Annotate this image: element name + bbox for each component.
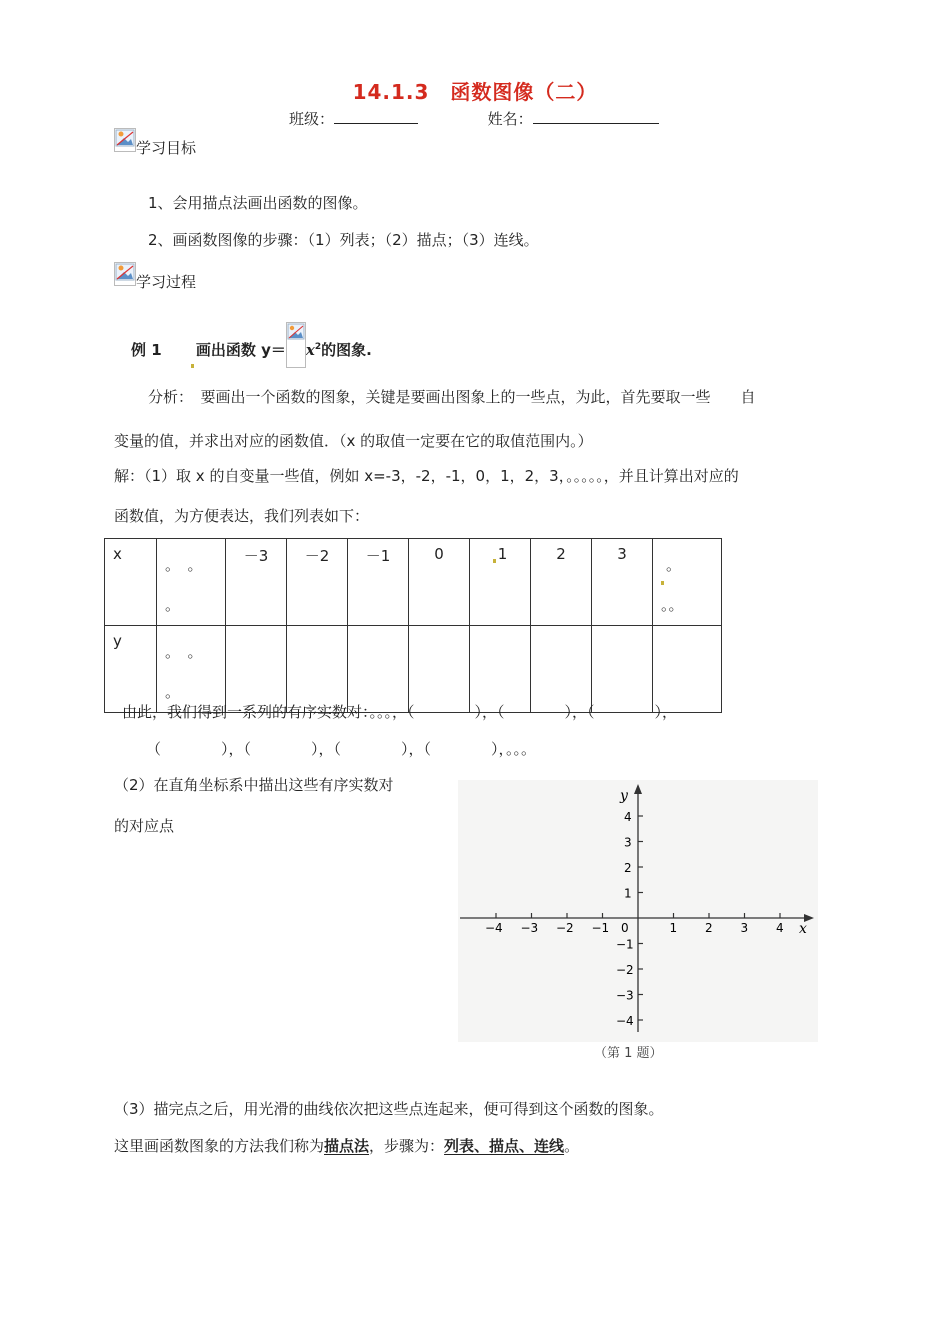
x-tick-label: −3	[520, 921, 539, 935]
x-tick-label: −2	[556, 921, 574, 935]
fraction-image-icon	[286, 322, 306, 368]
goals-heading: 学习目标	[136, 138, 197, 157]
name-blank[interactable]	[533, 109, 659, 124]
value-table	[104, 538, 722, 713]
table-cell-y-empty[interactable]	[653, 626, 722, 713]
pairs-line-2: （ ），（ ），（ ），（ ），。。。	[146, 740, 537, 758]
table-cell-y-dots: 。 。 。	[157, 626, 226, 713]
class-blank[interactable]	[334, 109, 418, 124]
table-cell-y-empty[interactable]	[409, 626, 470, 713]
example-variable: x	[305, 341, 315, 359]
table-cell-y-empty[interactable]	[592, 626, 653, 713]
step3-mid: ，步骤为：	[369, 1137, 445, 1155]
step2-line-1: （2）在直角坐标系中描出这些有序实数对	[114, 776, 394, 794]
example-exponent: 2	[314, 342, 322, 352]
graph-caption: （第 1 题）	[594, 1046, 663, 1061]
y-tick-label: −4	[616, 1014, 634, 1028]
table-cell-x-value: 3	[592, 539, 653, 626]
solution-line-1: 解：（1）取 x 的自变量一些值，例如 x=-3，-2，-1，0，1，2，3，。。。。。，并且计算出对应的	[114, 467, 739, 485]
example-suffix: 的图象.	[321, 341, 372, 359]
analysis-line-1: 分析： 要画出一个函数的图象，关键是要画出图象上的一些点，为此，首先要取一些 自	[148, 388, 756, 406]
table-cell-x-label: x	[105, 539, 157, 626]
y-axis-label: y	[620, 788, 628, 804]
y-axis-arrow-icon	[634, 784, 642, 794]
y-tick-label: −2	[616, 963, 634, 977]
x-tick-label: 3	[740, 921, 749, 935]
goals-heading-row	[114, 128, 197, 157]
table-cell-y-label: y	[105, 626, 157, 713]
x-tick-label: 2	[705, 921, 713, 935]
step3-prefix: 这里画函数图象的方法我们称为	[114, 1137, 325, 1155]
pairs-line-1: 由此，我们得到一系列的有序实数对：。。。，（ ），（ ），（ ），	[122, 703, 678, 721]
table-row-x	[105, 539, 722, 626]
example-1-row	[131, 322, 372, 368]
broken-image-icon	[114, 262, 136, 286]
y-tick-label: −3	[616, 988, 634, 1003]
table-cell-y-empty[interactable]	[226, 626, 287, 713]
solution-line-2: 函数值，为方便表达，我们列表如下：	[114, 507, 370, 525]
table-cell-x-value: 1	[470, 539, 531, 626]
x-tick-label: −1	[591, 921, 610, 935]
axes-svg	[458, 780, 818, 1042]
step2-line-2: 的对应点	[114, 817, 175, 835]
table-cell-x-value: 0	[409, 539, 470, 626]
broken-image-icon	[114, 128, 136, 152]
step3-end: 。	[564, 1137, 580, 1155]
y-tick-label: 1	[624, 886, 632, 901]
y-tick-label: 2	[624, 861, 632, 875]
y-tick-label: 3	[624, 835, 632, 850]
analysis-line-2: 变量的值，并求出对应的函数值．（x 的取值一定要在它的取值范围内。）	[114, 432, 593, 450]
table-cell-y-empty[interactable]	[531, 626, 592, 713]
origin-label: 0	[621, 921, 629, 935]
edit-mark-icon	[191, 364, 194, 368]
table-cell-x-value: 2	[531, 539, 592, 626]
y-tick-label: −1	[616, 937, 634, 952]
table-cell-x-value: －3	[226, 539, 287, 626]
table-cell-y-empty[interactable]	[470, 626, 531, 713]
example-prefix: 画出函数 y＝	[195, 341, 286, 359]
x-tick-label: −4	[485, 921, 503, 935]
example-label: 例 1	[131, 341, 162, 359]
method-steps: 列表、描点、连线	[444, 1137, 565, 1155]
goal-item-2: 2、画函数图像的步骤：（1）列表；（2）描点；（3）连线。	[148, 231, 539, 249]
class-name-line	[289, 108, 659, 129]
table-cell-x-dots: 。 。 。	[157, 539, 226, 626]
coordinate-grid	[458, 780, 818, 1042]
x-axis-label: x	[799, 921, 807, 937]
table-cell-y-empty[interactable]	[287, 626, 348, 713]
name-label: 姓名：	[487, 110, 533, 128]
step3-line-1: （3）描完点之后，用光滑的曲线依次把这些点连起来，便可得到这个函数的图象。	[114, 1100, 664, 1118]
table-row-y	[105, 626, 722, 713]
table-cell-y-empty[interactable]	[348, 626, 409, 713]
class-label: 班级：	[289, 110, 335, 128]
process-heading-row	[114, 262, 197, 291]
table-cell-x-end: 。 。。	[653, 539, 722, 626]
step3-line-2	[114, 1135, 579, 1156]
y-tick-label: 4	[624, 810, 632, 824]
goal-item-1: 1、会用描点法画出函数的图像。	[148, 194, 368, 212]
x-tick-label: 1	[669, 921, 678, 935]
method-name: 描点法	[324, 1137, 370, 1155]
table-cell-x-value: －2	[287, 539, 348, 626]
table-cell-x-value: －1	[348, 539, 409, 626]
x-tick-label: 4	[776, 921, 784, 935]
document-title: 14.1.3 函数图像（二）	[352, 80, 598, 104]
process-heading: 学习过程	[136, 272, 197, 291]
